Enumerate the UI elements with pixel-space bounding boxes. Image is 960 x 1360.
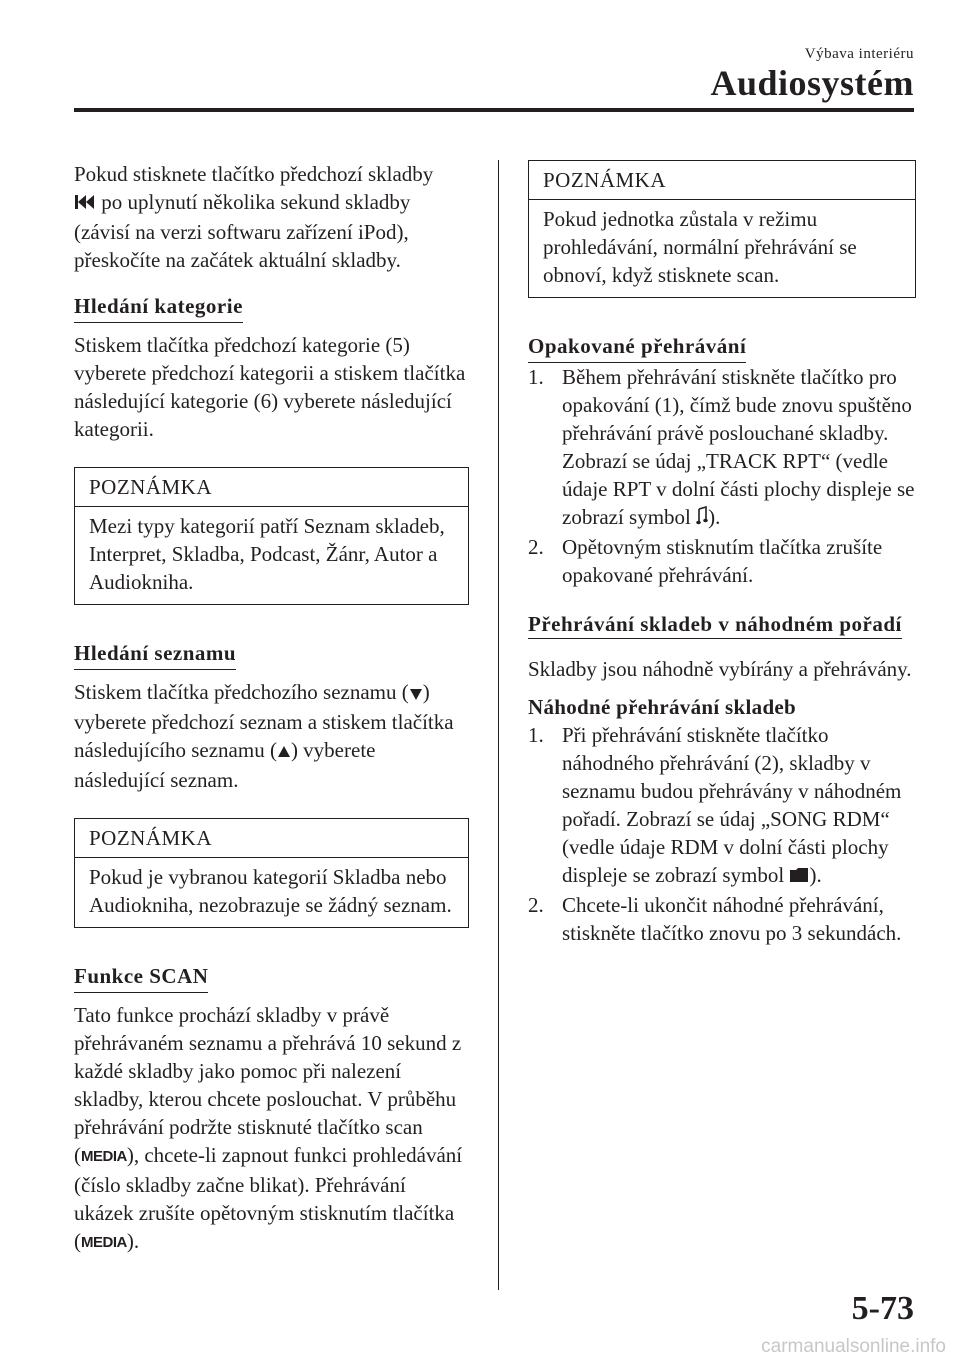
list-heading: Hledání seznamu bbox=[74, 639, 236, 670]
list-item: 1. Při přehrávání stiskněte tlačítko náhodného přehrávání (2), skladby v seznamu budou přehrávány v náhodném pořadí. Zobrazí se údaj „SONG RDM“ (vedle údaje RDM v dolní části plochy displeje se zobrazí symbol ). bbox=[528, 721, 916, 891]
intro-paragraph: Pokud stisknete tlačítko předchozí skladby po uplynutí několika sekund skladby (závisí na verzi softwaru zařízení iPod), přeskočíte na začátek aktuální skladby. bbox=[74, 162, 434, 272]
shuffle-heading: Přehrávání skladeb v náhodném pořadí bbox=[528, 612, 902, 639]
page-title: Audiosystém bbox=[710, 63, 914, 103]
scan-heading: Funkce SCAN bbox=[74, 962, 208, 993]
media-button-icon: MEDIA bbox=[81, 1234, 127, 1251]
note-title: POZNÁMKA bbox=[75, 468, 468, 507]
right-column bbox=[528, 160, 916, 947]
category-heading: Hledání kategorie bbox=[74, 292, 243, 323]
list-paragraph: Stiskem tlačítka předchozího seznamu ( ) vyberete předchozí seznam a stiskem tlačítka následujícího seznamu ( ) vyberete následující seznam. bbox=[74, 680, 454, 792]
note-body: Pokud je vybranou kategorií Skladba nebo Audiokniha, nezobrazuje se žádný seznam. bbox=[89, 865, 452, 917]
category-paragraph: Stiskem tlačítka předchozí kategorie (5) vyberete předchozí kategorii a stiskem tlačítka následující kategorie (6) vyberete následující kategorii. bbox=[74, 333, 466, 441]
note-box-2 bbox=[74, 818, 469, 928]
header-rule bbox=[74, 108, 914, 112]
list-item: 1. Během přehrávání stiskněte tlačítko pro opakování (1), čímž bude znovu spuštěno přehrávání právě poslouchané skladby. Zobrazí se údaj „TRACK RPT“ (vedle údaje RPT v dolní části plochy displeje se zobrazí symbol ). bbox=[528, 363, 916, 533]
shuffle-intro: Skladby jsou náhodně vybírány a přehrávány. bbox=[528, 657, 912, 681]
music-note-icon bbox=[696, 505, 708, 533]
page-number: 5-73 bbox=[851, 1290, 914, 1327]
note-box-3 bbox=[528, 160, 916, 298]
section-label: Výbava interiéru bbox=[804, 46, 914, 62]
note-box-1 bbox=[74, 467, 469, 605]
shuffle-subheading: Náhodné přehrávání skladeb bbox=[528, 695, 797, 719]
repeat-steps bbox=[528, 363, 916, 589]
note-body: Pokud jednotka zůstala v režimu prohledávání, normální přehrávání se obnoví, když stisknete scan. bbox=[543, 207, 857, 287]
list-item: 2. Chcete-li ukončit náhodné přehrávání, stiskněte tlačítko znovu po 3 sekundách. bbox=[528, 893, 902, 945]
left-column bbox=[74, 160, 469, 1257]
shuffle-steps bbox=[528, 721, 916, 947]
column-divider bbox=[498, 160, 499, 1290]
triangle-up-icon bbox=[277, 738, 291, 766]
triangle-down-icon bbox=[409, 680, 423, 708]
footer-watermark: carmanualsonline.info bbox=[761, 1336, 946, 1357]
note-title: POZNÁMKA bbox=[529, 161, 915, 200]
list-item: 2. Opětovným stisknutím tlačítka zrušíte opakované přehrávání. bbox=[528, 535, 883, 587]
note-body: Mezi typy kategorií patří Seznam skladeb, Interpret, Skladba, Podcast, Žánr, Autor a Audiokniha. bbox=[89, 514, 445, 594]
media-button-icon: MEDIA bbox=[81, 1148, 127, 1165]
scan-paragraph: Tato funkce prochází skladby v právě přehrávaném seznamu a přehrává 10 sekund z každé skladby jako pomoc při nalezení skladby, kterou chcete poslouchat. V průběhu přehrávání podržte stisknuté tlačítko scan (MEDIA), chcete-li zapnout funkci prohledávání (číslo skladby začne blikat). Přehrávání ukázek zrušíte opětovným stisknutím tlačítka (MEDIA). bbox=[74, 1003, 463, 1253]
repeat-heading: Opakované přehrávání bbox=[528, 332, 746, 363]
note-title: POZNÁMKA bbox=[75, 819, 468, 858]
folder-icon bbox=[789, 863, 809, 891]
skip-back-icon bbox=[74, 190, 96, 218]
